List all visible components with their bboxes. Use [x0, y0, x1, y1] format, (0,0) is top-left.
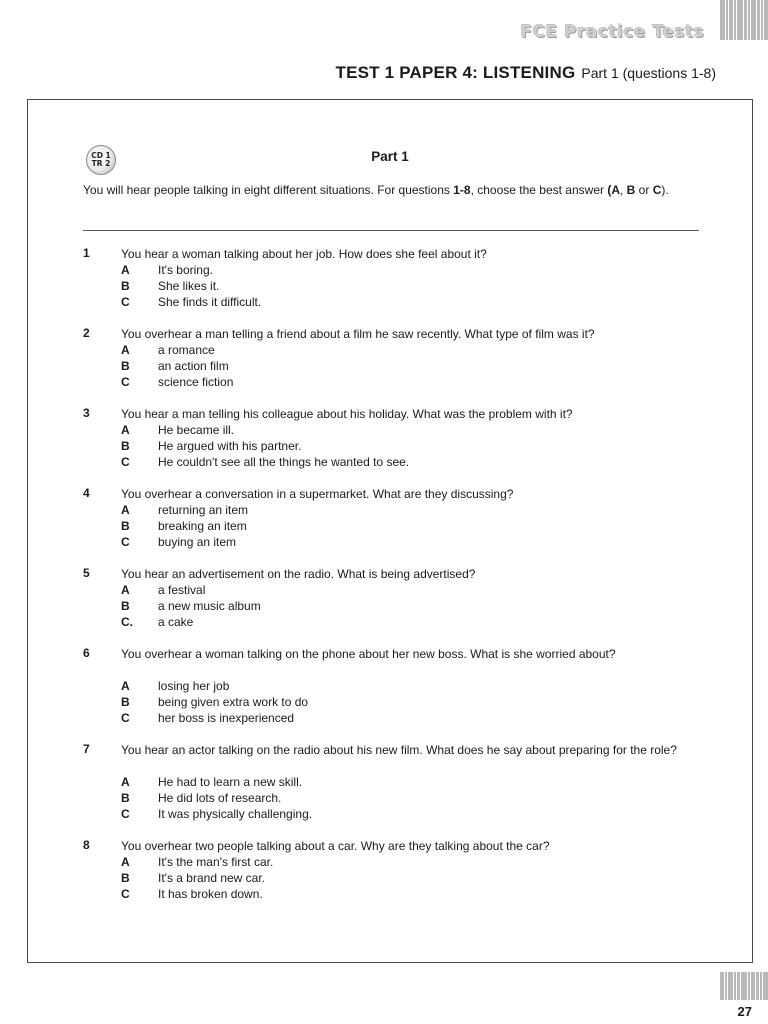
option-text: He couldn't see all the things he wanted to see. — [158, 455, 410, 469]
paper-subtitle: Part 1 (questions 1-8) — [581, 65, 716, 81]
option-text: science fiction — [158, 375, 234, 389]
series-title: FCE Practice Tests — [520, 22, 704, 42]
option-text: being given extra work to do — [158, 695, 309, 709]
option-letter: C — [121, 375, 130, 389]
option-letter: C — [121, 711, 130, 725]
option-letter: C — [121, 535, 130, 549]
decorative-bars-top — [720, 0, 768, 40]
option-letter: C — [121, 455, 130, 469]
option-text: a romance — [158, 343, 215, 357]
option-letter: B — [121, 439, 130, 453]
option-text: a new music album — [158, 599, 261, 613]
instructions — [83, 182, 683, 199]
question-number: 5 — [83, 566, 90, 580]
option-letter: C — [121, 295, 130, 309]
option-letter: A — [121, 343, 130, 357]
page-number: 27 — [737, 1004, 752, 1019]
option-text: He argued with his partner. — [158, 439, 302, 453]
option-letter: A — [121, 263, 130, 277]
question-number: 6 — [83, 646, 90, 660]
option-text: a festival — [158, 583, 206, 597]
option-text: He became ill. — [158, 423, 235, 437]
question-number: 4 — [83, 486, 90, 500]
question-stem: You overhear a woman talking on the phone about her new boss. What is she worried about? — [121, 647, 616, 661]
divider — [83, 230, 699, 231]
question-stem: You overhear a man telling a friend about a film he saw recently. What type of film was it? — [121, 327, 595, 341]
option-text: returning an item — [158, 503, 249, 517]
instructions-range: 1-8 — [453, 183, 471, 197]
option-letter: B — [121, 519, 130, 533]
instructions-choice: (A — [607, 183, 620, 197]
option-letter: C — [121, 887, 130, 901]
option-text: She finds it difficult. — [158, 295, 262, 309]
question-frame — [27, 99, 753, 963]
question-number: 7 — [83, 742, 90, 756]
paper-heading — [335, 63, 716, 83]
question-number: 2 — [83, 326, 90, 340]
question-stem: You hear a woman talking about her job. How does she feel about it? — [121, 247, 487, 261]
question-stem: You overhear two people talking about a car. Why are they talking about the car? — [121, 839, 550, 853]
paper-title: TEST 1 PAPER 4: LISTENING — [335, 63, 576, 82]
option-text: She likes it. — [158, 279, 220, 293]
question-stem: You hear a man telling his colleague about his holiday. What was the problem with it? — [121, 407, 573, 421]
option-letter: A — [121, 583, 130, 597]
question-number: 1 — [83, 246, 90, 260]
option-letter: A — [121, 423, 130, 437]
option-letter: B — [121, 871, 130, 885]
question-number: 3 — [83, 406, 90, 420]
option-letter: B — [121, 599, 130, 613]
option-text: her boss is inexperienced — [158, 711, 295, 725]
cd-label: CD 1 — [91, 151, 111, 160]
option-text: It's the man's first car. — [158, 855, 274, 869]
option-letter: A — [121, 775, 130, 789]
instructions-choice: C — [652, 183, 662, 197]
option-text: It's boring. — [158, 263, 213, 277]
option-letter: C. — [121, 615, 133, 629]
question-number: 8 — [83, 838, 90, 852]
instructions-text: , — [620, 183, 627, 197]
option-text: It was physically challenging. — [158, 807, 313, 821]
option-letter: A — [121, 503, 130, 517]
decorative-bars-bottom — [720, 972, 768, 1000]
option-letter: B — [121, 359, 130, 373]
instructions-choice: B — [626, 183, 636, 197]
option-letter: B — [121, 695, 130, 709]
instructions-text: You will hear people talking in eight different situations. For questions — [83, 183, 454, 197]
question-stem: You overhear a conversation in a supermarket. What are they discussing? — [121, 487, 514, 501]
option-letter: B — [121, 791, 130, 805]
instructions-text: or — [635, 183, 653, 197]
option-text: He did lots of research. — [158, 791, 282, 805]
option-text: breaking an item — [158, 519, 247, 533]
option-text: losing her job — [158, 679, 230, 693]
option-letter: A — [121, 855, 130, 869]
track-label: TR 2 — [91, 159, 111, 168]
option-letter: B — [121, 279, 130, 293]
option-letter: A — [121, 679, 130, 693]
instructions-text: , choose the best answer — [470, 183, 608, 197]
question-stem: You hear an actor talking on the radio about his new film. What does he say about preparing for the role? — [121, 743, 677, 757]
part-title: Part 1 — [371, 149, 409, 164]
option-text: He had to learn a new skill. — [158, 775, 303, 789]
option-text: an action film — [158, 359, 229, 373]
option-text: It's a brand new car. — [158, 871, 266, 885]
option-letter: C — [121, 807, 130, 821]
option-text: It has broken down. — [158, 887, 263, 901]
option-text: a cake — [158, 615, 194, 629]
question-stem: You hear an advertisement on the radio. What is being advertised? — [121, 567, 476, 581]
instructions-text: ). — [661, 183, 669, 197]
option-text: buying an item — [158, 535, 237, 549]
